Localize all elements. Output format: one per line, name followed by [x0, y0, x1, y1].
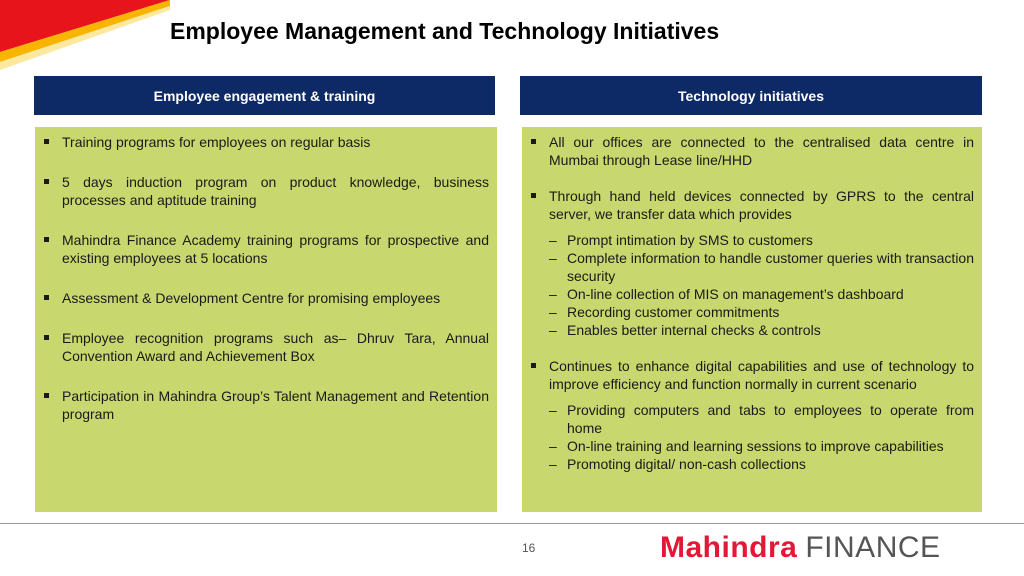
right-bullet-item [530, 187, 974, 339]
footer-divider [0, 523, 1024, 524]
slide-title: Employee Management and Technology Initiatives [170, 18, 720, 44]
sub-bullet-item: – On-line training and learning sessions to improve capabilities [549, 437, 974, 455]
left-bullet-item: Training programs for employees on regular basis [43, 133, 489, 151]
sub-bullet-item: – Prompt intimation by SMS to customers [549, 231, 974, 249]
logo-brand-text: Mahindra [660, 531, 798, 564]
sub-bullet-item: – On-line collection of MIS on management’s dashboard [549, 285, 974, 303]
right-bullet-item [530, 133, 974, 169]
sub-bullet-item: – Recording customer commitments [549, 303, 974, 321]
sub-bullet-item: – Providing computers and tabs to employees to operate from home [549, 401, 974, 437]
technology-initiatives-panel [522, 127, 982, 512]
right-bullet-text: Continues to enhance digital capabilities and use of technology to improve efficiency and function normally in current scenario [549, 358, 974, 392]
left-bullet-item: Mahindra Finance Academy training programs for prospective and existing employees at 5 locations [43, 231, 489, 267]
left-bullet-item: Participation in Mahindra Group’s Talent Management and Retention program [43, 387, 489, 423]
right-section-header: Technology initiatives [520, 76, 982, 115]
sub-bullet-item: – Promoting digital/ non-cash collections [549, 455, 974, 473]
logo-suffix-text: FINANCE [805, 531, 941, 564]
left-section-header: Employee engagement & training [34, 76, 495, 115]
employee-engagement-panel [35, 127, 497, 512]
left-bullet-item: 5 days induction program on product knowledge, business processes and aptitude training [43, 173, 489, 209]
sub-bullet-item: – Complete information to handle customer queries with transaction security [549, 249, 974, 285]
corner-accent-graphic [0, 0, 170, 80]
right-bullet-item [530, 357, 974, 473]
right-bullet-text: Through hand held devices connected by GPRS to the central server, we transfer data which provides [549, 188, 974, 222]
right-bullet-text: All our offices are connected to the centralised data centre in Mumbai through Lease line/HHD [549, 134, 974, 168]
sub-bullet-item: – Enables better internal checks & controls [549, 321, 974, 339]
left-bullet-item: Employee recognition programs such as– Dhruv Tara, Annual Convention Award and Achievement Box [43, 329, 489, 365]
mahindra-finance-logo [660, 531, 941, 565]
left-bullet-item: Assessment & Development Centre for promising employees [43, 289, 489, 307]
page-number: 16 [522, 541, 536, 555]
